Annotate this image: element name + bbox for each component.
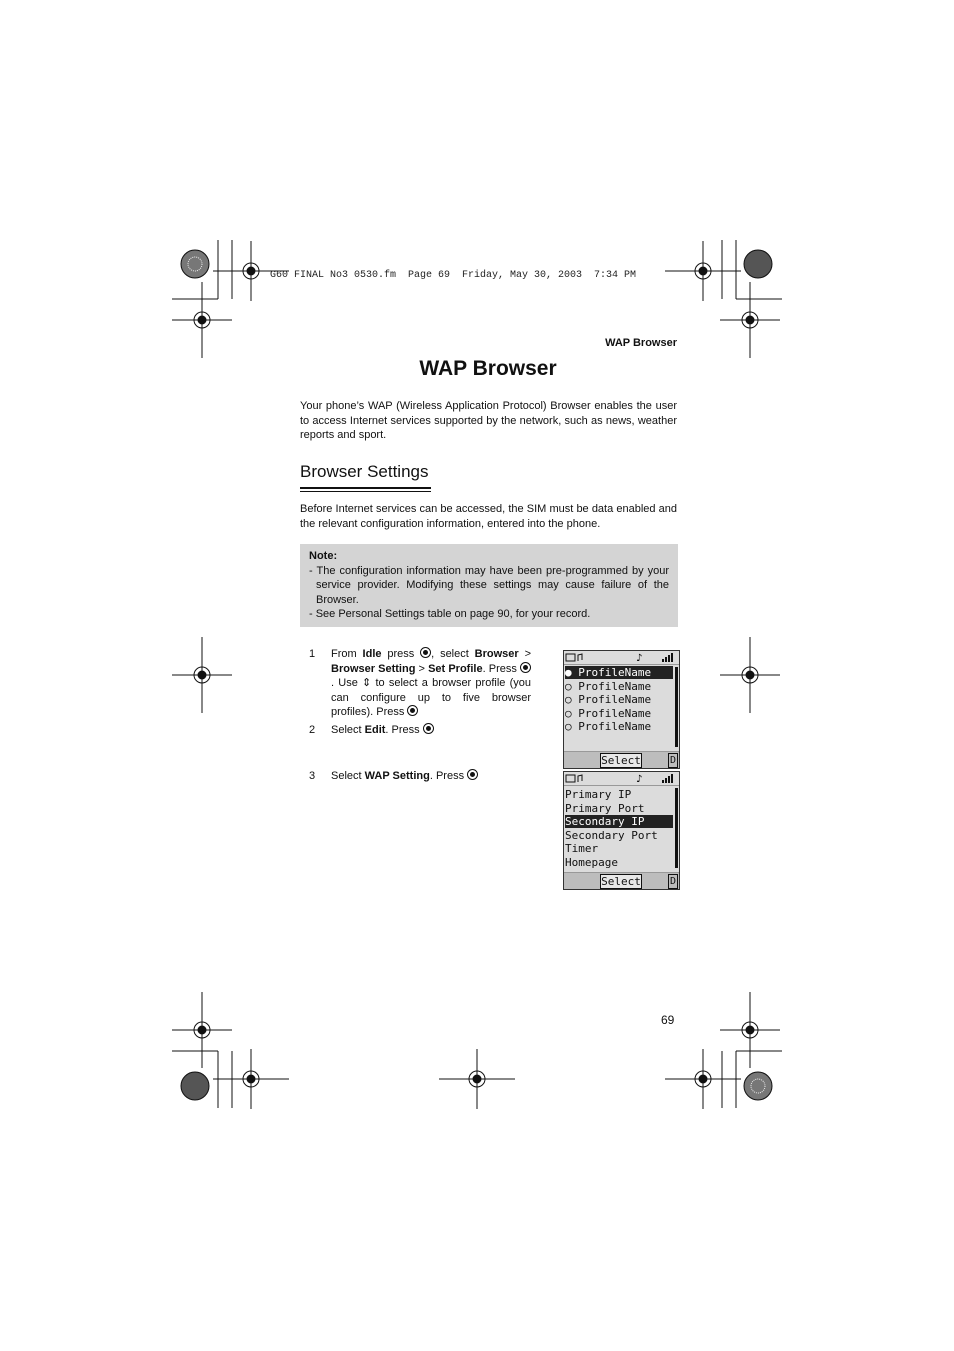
battery-icon bbox=[566, 654, 575, 661]
page-number: 69 bbox=[661, 1013, 675, 1027]
note-item: - See Personal Settings table on page 90, for your record. bbox=[309, 608, 591, 620]
softkey-bar bbox=[564, 872, 679, 889]
section-rule bbox=[300, 487, 431, 489]
list-item-selected[interactable]: ● ProfileName bbox=[565, 666, 673, 679]
list-item[interactable]: Timer bbox=[565, 842, 599, 855]
softkey-bar bbox=[564, 751, 679, 768]
step-number: 3 bbox=[309, 770, 316, 782]
signal-strength-icon bbox=[662, 774, 673, 783]
up-down-nav-key-icon: ⇕ bbox=[362, 677, 372, 689]
list-item[interactable]: Secondary Port bbox=[565, 829, 658, 842]
status-bar bbox=[564, 772, 679, 786]
step-number: 1 bbox=[309, 648, 316, 660]
list-item[interactable]: ○ ProfileName bbox=[565, 707, 652, 720]
select-softkey[interactable]: Select bbox=[601, 754, 641, 767]
file-header: G60 FINAL No3 0530.fm Page 69 Friday, May 30, 2003 7:34 PM bbox=[270, 270, 637, 281]
note-item: - The configuration information may have been pre-programmed by your service provider. Modifying these settings may cause failure of the Browser. bbox=[309, 564, 669, 606]
list-item[interactable]: ○ ProfileName bbox=[565, 693, 652, 706]
section-intro-paragraph: Before Internet services can be accessed, the SIM must be data enabled and the relevant configuration information, entered into the phone. bbox=[300, 503, 677, 530]
music-note-icon: ♪ bbox=[636, 653, 643, 664]
center-select-key-icon bbox=[423, 723, 434, 734]
right-softkey[interactable]: D bbox=[669, 876, 677, 887]
step-text: Select Edit. Press bbox=[331, 723, 531, 738]
note-title: Note: bbox=[309, 550, 338, 562]
note-box bbox=[300, 544, 678, 627]
list-item[interactable]: Primary Port bbox=[565, 802, 645, 815]
step-text: From Idle press , select Browser > Browser Setting > Set Profile. Press . Use ⇕ to select a browser profile (you can configure up to five browser profiles). Press bbox=[331, 648, 531, 718]
list-item[interactable]: Homepage bbox=[565, 856, 618, 869]
page-title: WAP Browser bbox=[419, 357, 557, 380]
signal-strength-icon bbox=[662, 653, 673, 662]
ringer-icon bbox=[578, 775, 582, 782]
list-item-selected[interactable]: Secondary IP bbox=[565, 815, 673, 828]
center-select-key-icon bbox=[467, 769, 478, 780]
intro-paragraph: Your phone’s WAP (Wireless Application Protocol) Browser enables the user to access Internet services supported by the network, such as news, weather reports and sport. bbox=[300, 400, 677, 441]
center-select-key-icon bbox=[520, 662, 531, 673]
running-head: WAP Browser bbox=[605, 337, 677, 349]
ringer-icon bbox=[578, 654, 582, 661]
center-select-key-icon bbox=[420, 647, 431, 658]
right-softkey[interactable]: D bbox=[669, 755, 677, 766]
section-heading: Browser Settings bbox=[300, 462, 429, 481]
scrollbar[interactable] bbox=[675, 788, 678, 868]
center-select-key-icon bbox=[407, 705, 418, 716]
phone-screen-profiles bbox=[563, 650, 680, 769]
list-item[interactable]: ○ ProfileName bbox=[565, 680, 652, 693]
list-item[interactable]: ○ ProfileName bbox=[565, 720, 652, 733]
step-number: 2 bbox=[309, 724, 316, 736]
status-bar bbox=[564, 651, 679, 665]
section-rule bbox=[300, 491, 431, 492]
step-text: Select WAP Setting. Press bbox=[331, 769, 531, 784]
music-note-icon: ♪ bbox=[636, 774, 643, 785]
list-item[interactable]: Primary IP bbox=[565, 788, 632, 801]
battery-icon bbox=[566, 775, 575, 782]
select-softkey[interactable]: Select bbox=[601, 875, 641, 888]
phone-screen-wap-settings bbox=[563, 771, 680, 890]
scrollbar[interactable] bbox=[675, 667, 678, 747]
